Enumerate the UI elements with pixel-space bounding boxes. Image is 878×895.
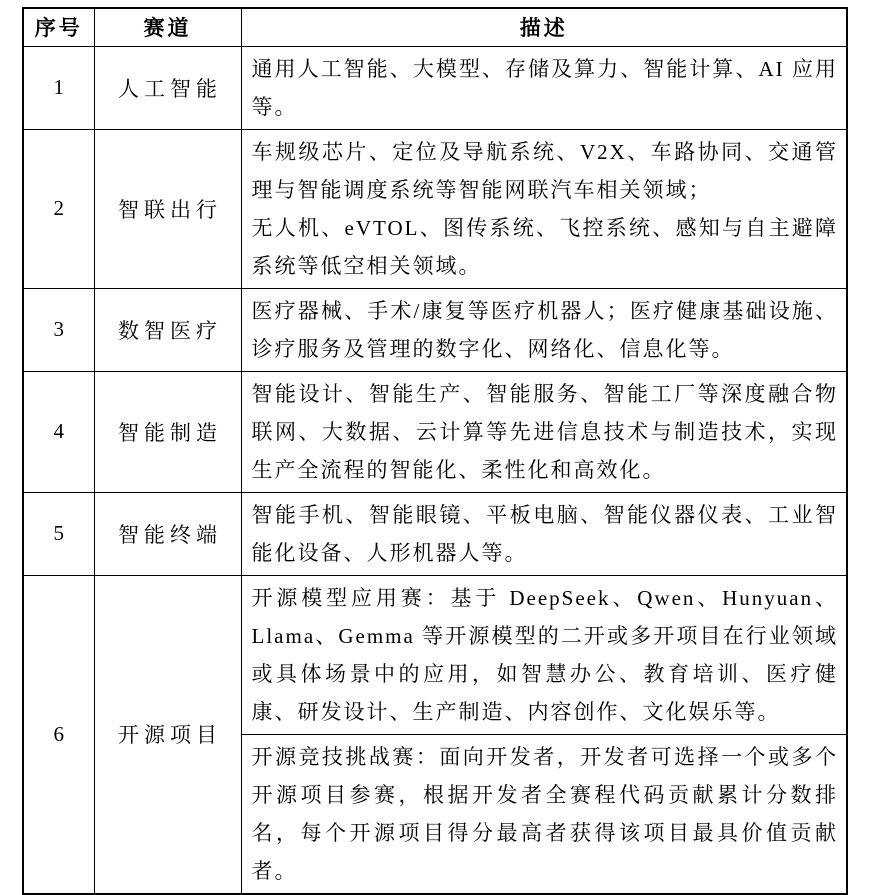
description-cell — [241, 734, 847, 894]
table-row — [23, 371, 847, 492]
track-name-cell: 智能终端 — [94, 492, 241, 575]
header-track: 赛道 — [94, 8, 241, 46]
description-paragraph: 无人机、eVTOL、图传系统、飞控系统、感知与自主避障系统等低空相关领域。 — [251, 215, 838, 278]
row-index-cell: 1 — [23, 46, 94, 129]
row-index-cell: 3 — [23, 288, 94, 371]
description-cell — [241, 288, 847, 371]
track-name-cell: 智能制造 — [94, 371, 241, 492]
description-paragraph: 智能手机、智能眼镜、平板电脑、智能仪器仪表、工业智能化设备、人形机器人等。 — [251, 502, 838, 565]
description-paragraph: 通用人工智能、大模型、存储及算力、智能计算、AI 应用等。 — [251, 56, 838, 119]
description-paragraph: 智能设计、智能生产、智能服务、智能工厂等深度融合物联网、大数据、云计算等先进信息技术与制造技术，实现生产全流程的智能化、柔性化和高效化。 — [251, 381, 838, 482]
description-paragraph: 医疗器械、手术/康复等医疗机器人；医疗健康基础设施、诊疗服务及管理的数字化、网络化、信息化等。 — [251, 298, 838, 361]
table-row — [23, 288, 847, 371]
row-index-cell: 4 — [23, 371, 94, 492]
track-name-cell: 人工智能 — [94, 46, 241, 129]
table-header-row — [23, 8, 847, 46]
header-index: 序号 — [23, 8, 94, 46]
row-index-cell: 6 — [23, 575, 94, 894]
description-cell — [241, 575, 847, 734]
table-row — [23, 129, 847, 288]
track-name-cell: 智联出行 — [94, 129, 241, 288]
description-paragraph: 开源竞技挑战赛：面向开发者，开发者可选择一个或多个开源项目参赛，根据开发者全赛程代码贡献累计分数排名，每个开源项目得分最高者获得该项目最具价值贡献者。 — [251, 744, 838, 883]
track-name-cell: 数智医疗 — [94, 288, 241, 371]
table-row — [23, 575, 847, 734]
description-paragraph: 开源模型应用赛：基于 DeepSeek、Qwen、Hunyuan、Llama、Gemma 等开源模型的二开或多开项目在行业领域或具体场景中的应用，如智慧办公、教育培训、医疗健康、研发设计、生产制造、内容创作、文化娱乐等。 — [251, 585, 838, 724]
tracks-table — [22, 7, 848, 895]
row-index-cell: 2 — [23, 129, 94, 288]
description-cell — [241, 371, 847, 492]
description-paragraph: 车规级芯片、定位及导航系统、V2X、车路协同、交通管理与智能调度系统等智能网联汽车相关领域； — [251, 139, 838, 202]
table-row — [23, 492, 847, 575]
row-index-cell: 5 — [23, 492, 94, 575]
description-cell — [241, 492, 847, 575]
table-row — [23, 46, 847, 129]
description-cell — [241, 129, 847, 288]
track-name-cell: 开源项目 — [94, 575, 241, 894]
description-cell — [241, 46, 847, 129]
header-description: 描述 — [241, 8, 847, 46]
table-body — [23, 46, 847, 894]
